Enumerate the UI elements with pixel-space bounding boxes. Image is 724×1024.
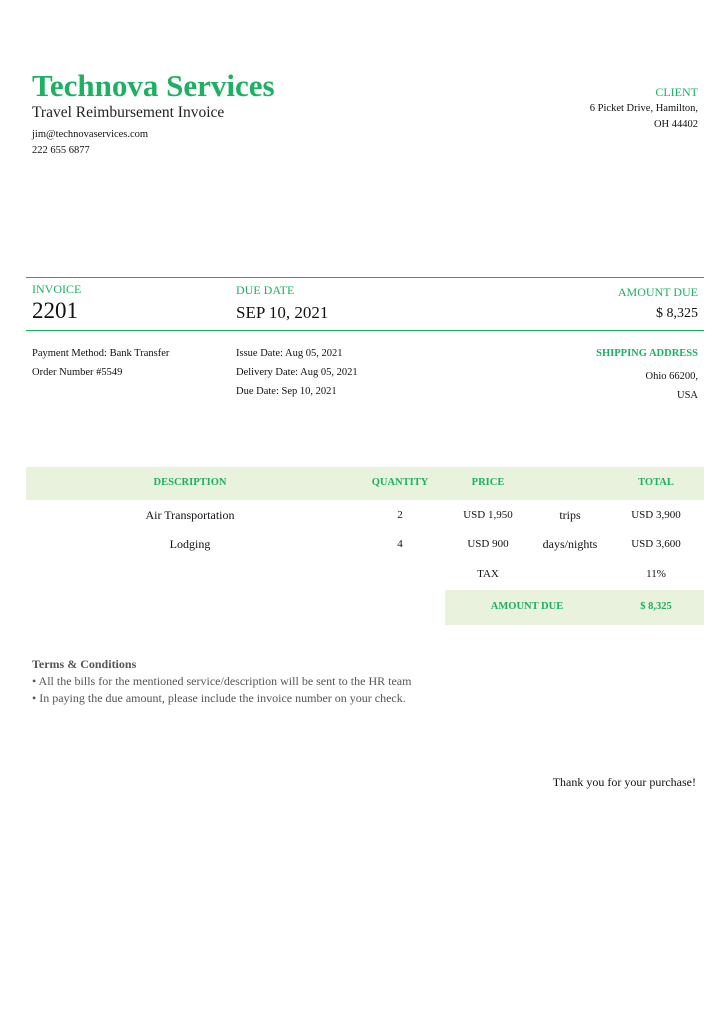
row-price: USD 900 bbox=[467, 538, 509, 550]
invoice-subtitle: Travel Reimbursement Invoice bbox=[32, 104, 225, 121]
shipping-address-line2: USA bbox=[676, 390, 698, 401]
thank-you-note: Thank you for your purchase! bbox=[552, 775, 696, 789]
company-phone: 222 655 6877 bbox=[32, 145, 90, 156]
row-total: USD 3,900 bbox=[631, 509, 681, 521]
client-address-line2: OH 44402 bbox=[653, 119, 698, 130]
terms-title: Terms & Conditions bbox=[32, 657, 137, 671]
payment-method: Payment Method: Bank Transfer bbox=[32, 348, 170, 359]
column-header-total: TOTAL bbox=[638, 477, 674, 488]
shipping-address-label: SHIPPING ADDRESS bbox=[596, 348, 698, 359]
company-email: jim@technovaservices.com bbox=[32, 129, 149, 140]
row-quantity: 4 bbox=[397, 538, 403, 550]
row-description: Lodging bbox=[169, 537, 211, 551]
invoice-number: 2201 bbox=[32, 298, 78, 323]
row-unit: trips bbox=[559, 508, 581, 522]
table-amount-due-label: AMOUNT DUE bbox=[490, 601, 564, 612]
tax-label: TAX bbox=[477, 568, 499, 580]
row-quantity: 2 bbox=[397, 509, 403, 521]
tax-value: 11% bbox=[646, 568, 666, 580]
amount-due-label: AMOUNT DUE bbox=[617, 285, 698, 299]
column-header-quantity: QUANTITY bbox=[371, 477, 429, 488]
details-due-date: Due Date: Sep 10, 2021 bbox=[236, 386, 337, 397]
issue-date: Issue Date: Aug 05, 2021 bbox=[236, 348, 343, 359]
row-price: USD 1,950 bbox=[463, 509, 513, 521]
client-label: CLIENT bbox=[655, 85, 698, 99]
order-number: Order Number #5549 bbox=[32, 367, 123, 378]
column-header-price: PRICE bbox=[471, 477, 505, 488]
terms-item: • In paying the due amount, please include the invoice number on your check. bbox=[32, 691, 406, 705]
row-total: USD 3,600 bbox=[631, 538, 681, 550]
client-address-line1: 6 Picket Drive, Hamilton, bbox=[589, 103, 698, 114]
company-name: Technova Services bbox=[32, 68, 275, 103]
row-description: Air Transportation bbox=[145, 508, 235, 522]
shipping-address-line1: Ohio 66200, bbox=[645, 371, 698, 382]
client-address bbox=[590, 101, 698, 133]
column-header-description: DESCRIPTION bbox=[153, 477, 227, 488]
amount-due-value: $ 8,325 bbox=[656, 306, 698, 321]
due-date-value: SEP 10, 2021 bbox=[236, 303, 329, 322]
invoice-label: INVOICE bbox=[32, 282, 82, 296]
summary-top-rule bbox=[26, 277, 704, 278]
terms-item: • All the bills for the mentioned service/description will be sent to the HR team bbox=[32, 674, 412, 688]
table-header-background bbox=[26, 467, 704, 500]
row-unit: days/nights bbox=[542, 537, 598, 551]
table-amount-due-value: $ 8,325 bbox=[640, 601, 672, 612]
delivery-date: Delivery Date: Aug 05, 2021 bbox=[236, 367, 358, 378]
due-date-label: DUE DATE bbox=[236, 283, 295, 297]
summary-bottom-rule bbox=[26, 330, 704, 331]
shipping-address bbox=[646, 367, 699, 405]
